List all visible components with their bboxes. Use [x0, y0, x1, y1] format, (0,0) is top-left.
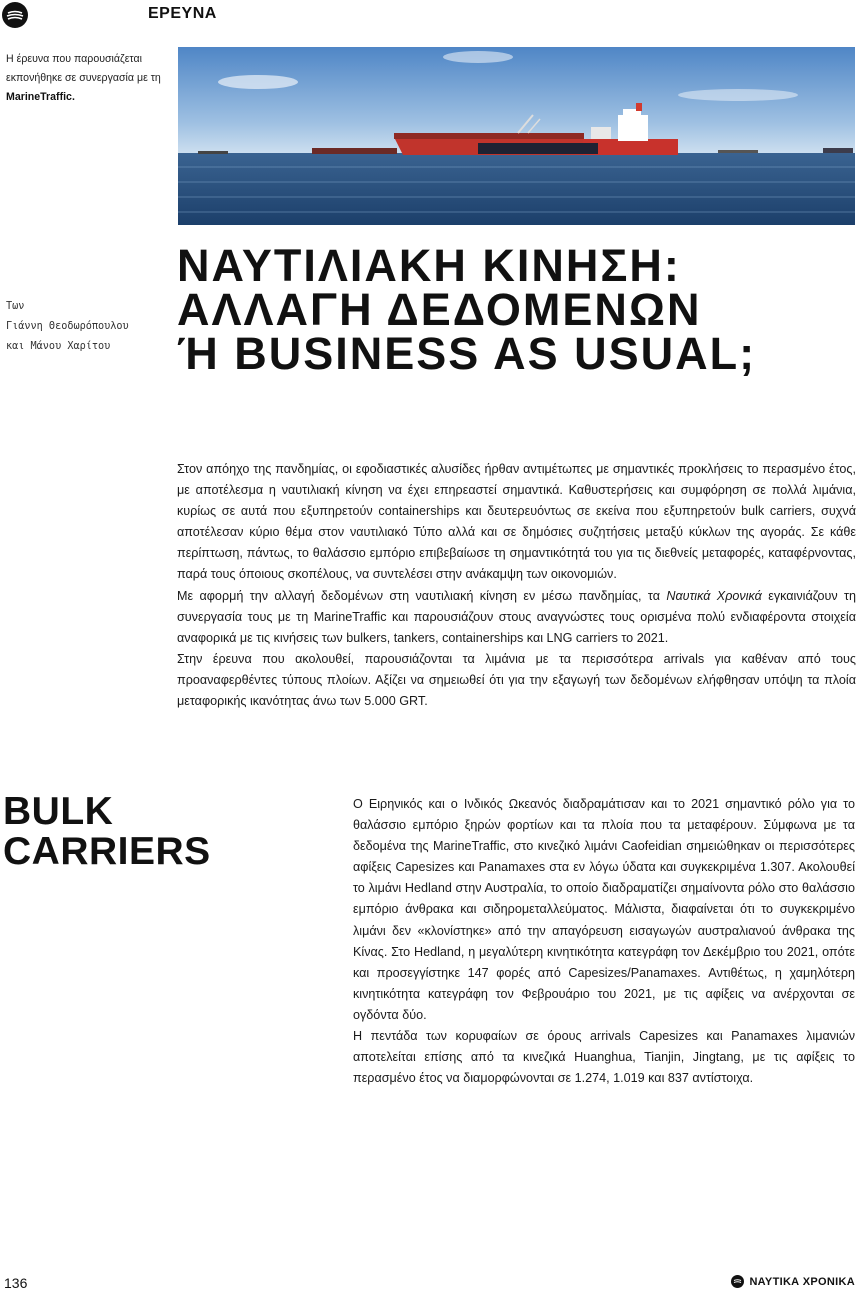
research-note-text: Η έρευνα που παρουσιάζεται εκπονήθηκε σε συνεργασία με τη	[6, 53, 161, 84]
brand-logo-icon	[731, 1275, 744, 1288]
footer-brand	[731, 1275, 855, 1288]
brand-name: ΝΑΥΤΙΚΑ ΧΡΟΝΙΚΑ	[749, 1275, 855, 1288]
author-name: Γιάννη Θεοδωρόπουλου	[6, 321, 129, 332]
heading-line: BULK	[3, 790, 114, 833]
body-paragraph: Η πεντάδα των κορυφαίων σε όρους arrivals Capesizes και Panamaxes λιμανιών αποτελείται επίσης από τα κινεζικά Huanghua, Tianjin, Jingtang, με τις αφίξεις το περασμένο έτος να διαμορφώνονται σε 1.274, 1.019 και 837 αντίστοιχα.	[353, 1029, 855, 1086]
headline-line: ΑΛΛΑΓΗ ΔΕΔΟΜΕΝΩΝ	[177, 284, 702, 335]
heading-line: CARRIERS	[3, 830, 211, 873]
magazine-name: Ναυτικά Χρονικά	[666, 588, 762, 603]
intro-paragraph: Στον απόηχο της πανδημίας, οι εφοδιαστικές αλυσίδες ήρθαν αντιμέτωπες με σημαντικές προκλήσεις το περασμένο έτος, με αποτέλεσμα η ναυτιλιακή κίνηση να έχει επηρεαστεί σημαντικά. Καθυστερήσεις και συμφόρηση σε πολλά λιμάνια, κυρίως σε αυτά που εξυπηρετούν containerships και δευτερευόντως σε εκείνα που εξυπηρετούν bulk carriers, συχνά αποτέλεσαν κύριο θέμα στον ναυτιλιακό Τύπο αλλά και σε δημόσιες συζητήσεις μεταξύ κύκλων της αγοράς. Σε κάθε περίπτωση, πάντως, το θαλάσσιο εμπόριο επιβεβαίωσε τη σημαντικότητά του για τις διεθνείς μεταφορές, καταφέρνοντας, παρά τους όποιους σκοπέλους, να συντελέσει στην ανάκαμψη των οικονομιών.	[177, 462, 856, 582]
intro-paragraph	[177, 586, 856, 649]
research-note	[6, 50, 171, 107]
headline-line: ΝΑΥΤΙΛΙΑΚΗ ΚΙΝΗΣΗ:	[177, 240, 681, 291]
intro-paragraph: Στην έρευνα που ακολουθεί, παρουσιάζονται τα λιμάνια με τα περισσότερα arrivals για καθέναν από τους προαναφερθέντες τύπους πλοίων. Αξίζει να σημειωθεί ότι για την εξαγωγή των δεδομένων ελήφθησαν υπόψη τα πλοία μεταφορικής ικανότητας άνω των 5.000 GRT.	[177, 651, 856, 709]
headline-line: Ή BUSINESS AS USUAL;	[177, 328, 757, 379]
intro-text-run: εγκαινιάζουν τη συνεργασία τους με τη MarineTraffic και παρουσιάζουν στους αναγνώστες τους ορισμένα πολύ ενδιαφέροντα στοιχεία αναφορικά με τις κινήσεις των bulkers, tankers, containerships και LNG carriers το 2021.	[177, 588, 856, 645]
author-byline	[6, 297, 156, 357]
research-partner: MarineTraffic	[6, 91, 72, 103]
author-name: και Μάνου Χαρίτου	[6, 341, 111, 352]
intro-text	[177, 459, 856, 712]
intro-text-run: Με αφορμή την αλλαγή δεδομένων στη ναυτιλιακή κίνηση εν μέσω πανδημίας, τα	[177, 588, 667, 603]
byline-prefix: Των	[6, 301, 25, 312]
magazine-logo-icon	[2, 2, 28, 28]
page-number: 136	[4, 1275, 28, 1291]
article-headline	[177, 240, 847, 379]
bulk-carriers-text	[353, 794, 855, 1089]
research-note-period: .	[71, 91, 75, 103]
body-paragraph: Ο Ειρηνικός και ο Ινδικός Ωκεανός διαδραμάτισαν και το 2021 σημαντικό ρόλο για το θαλάσσιο εμπόριο ξηρών φορτίων και τα πλοία που τα μεταφέρουν. Σύμφωνα με τα δεδομένα της MarineTraffic, στο κινεζικό λιμάνι Caofeidian σημειώθηκαν οι περισσότερες αφίξεις Capesizes και Panamaxes στα εν λόγω ύδατα και συγκεκριμένα 1.307. Ακολουθεί το λιμάνι Hedland στην Αυστραλία, το οποίο διαδραματίζει σημαίνοντα ρόλο στο θαλάσσιο εμπόριο άνθρακα και σιδηρομεταλλεύματος. Μάλιστα, διαφαίνεται ότι το συγκεκριμένο λιμάνι δεν «κλονίστηκε» από την απαγόρευση εισαγωγών αυστραλιανού άνθρακα της Κίνας. Στο Hedland, η μεγαλύτερη κινητικότητα κατεγράφη τον Δεκέμβριο του 2021, οπότε και προσεγγίστηκε 147 φορές από Capesizes/Panamaxes. Αντιθέτως, η χαμηλότερη κινητικότητα κατεγράφη τον Φεβρουάριο του 2021, με τις αφίξεις να ανέρχονται σε ογδόντα δύο.	[353, 797, 855, 1022]
ships-photo	[178, 47, 855, 225]
section-label: ΕΡΕΥΝΑ	[148, 5, 217, 22]
bulk-carriers-heading	[3, 792, 211, 872]
